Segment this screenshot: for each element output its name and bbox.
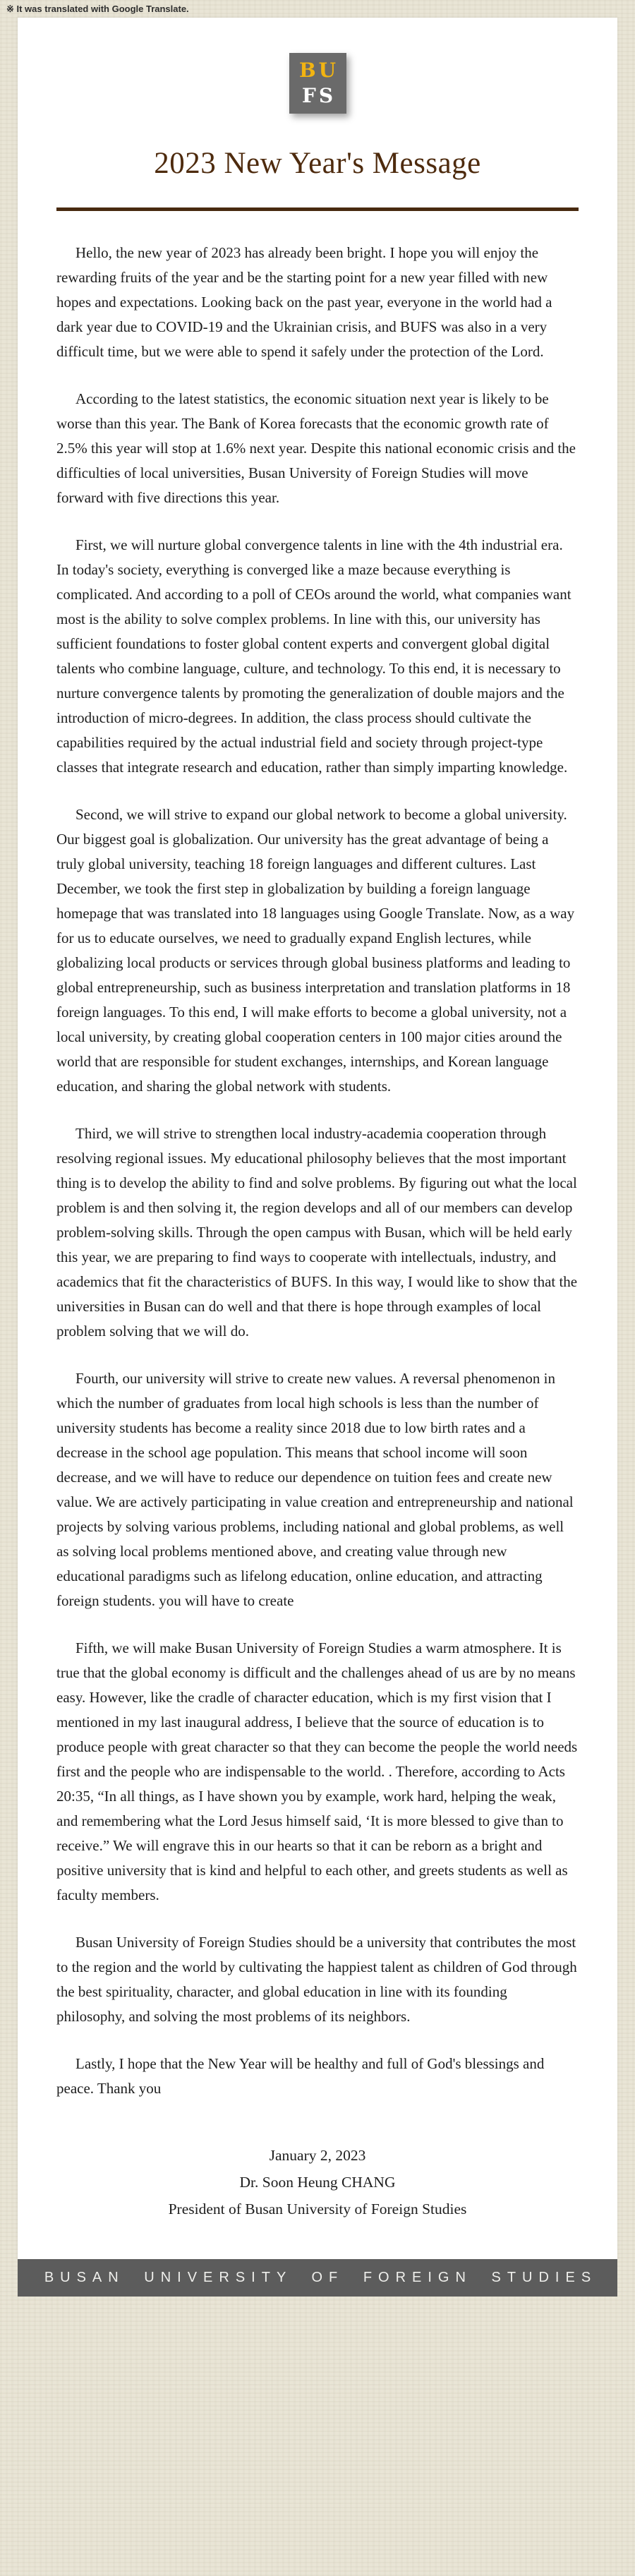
bottom-spacer [0,2297,635,2313]
signature-role: President of Busan University of Foreign Studies [168,2201,467,2217]
bufs-logo [289,53,346,114]
message-paragraph: Busan University of Foreign Studies should be a university that contributes the most to the region and the world by cultivating the happiest talent as children of God through the best spirituality, character, and global education in line with its founding philosophy, and solving the most problems of its neighbors. [56,1934,577,2025]
message-paragraph: Hello, the new year of 2023 has already been bright. I hope you will enjoy the rewarding fruits of the year and be the starting point for a new year filled with new hopes and expectations. Looking back on the past year, everyone in the world had a dark year due to COVID-19 and the Ukrainian crisis, and BUFS was also in a very difficult time, but we were able to spend it safely under the protection of the Lord. [56,244,552,360]
translate-note: ※ It was translated with Google Translate. [6,4,189,14]
signature-name: Dr. Soon Heung CHANG [239,2174,396,2191]
page-title: 2023 New Year's Message [154,147,481,180]
footer-band [18,2259,617,2297]
message-card [18,18,617,2259]
logo-text-bottom: FS [301,84,337,107]
signature-block [56,2142,579,2259]
message-paragraph: First, we will nurture global convergence talents in line with the 4th industrial era. In today's society, everything is converged like a maze because everything is complicated. And according to a poll of CEOs around the world, what companies want most is the ability to solve complex problems. In line with this, our university has sufficient foundations to foster global content experts and convergent global digital talents who combine language, culture, and technology. To this end, it is necessary to nurture convergence talents by promoting the generalization of double majors and the introduction of micro-degrees. In addition, the class process should cultivate the capabilities required by the actual industrial field and society through project-type classes that integrate research and education, rather than simply imparting knowledge. [56,536,572,776]
signature-date: January 2, 2023 [269,2147,366,2164]
message-paragraph: According to the latest statistics, the economic situation next year is likely to be worse than this year. The Bank of Korea forecasts that the economic growth rate of 2.5% this year will stop at 1.6% next year. Despite this national economic crisis and the difficulties of local universities, Busan University of Foreign Studies will move forward with five directions this year. [56,390,576,506]
message-body [56,241,579,2101]
message-paragraph: Lastly, I hope that the New Year will be healthy and full of God's blessings and peace. Thank you [56,2055,545,2097]
message-paragraph: Fourth, our university will strive to create new values. A reversal phenomenon in which the number of graduates from local high schools is less than the number of university students has become a reality since 2018 due to low birth rates and a decrease in the school age population. This means that school income will soon decrease, and we will have to reduce our dependence on tuition fees and create new value. We are actively participating in value creation and entrepreneurship and national projects by solving various problems, including national and global problems, as well as solving local problems mentioned above, and creating value through new educational paradigms such as lifelong education, online education, and attracting foreign students. you will have to create [56,1370,574,1609]
footer-university-name: BUSAN UNIVERSITY OF FOREIGN STUDIES [44,2270,598,2285]
logo-text-top: BU [298,59,339,82]
title-divider [56,207,579,211]
message-paragraph: Third, we will strive to strengthen local industry-academia cooperation through resolving regional issues. My educational philosophy believes that the most important thing is to develop the ability to find and solve problems. By figuring out what the local problem is and then solving it, the region develops and all of our members can develop problem-solving skills. Through the open campus with Busan, which will be held early this year, we are preparing to find ways to cooperate with intellectuals, industry, and academics that fit the characteristics of BUFS. In this way, I would like to show that the universities in Busan can do well and that there is hope through examples of local problem solving that we will do. [56,1125,578,1340]
message-paragraph: Second, we will strive to expand our global network to become a global university. Our biggest goal is globalization. Our university has the great advantage of being a truly global university, teaching 18 foreign languages and different cultures. Last December, we took the first step in globalization by building a foreign language homepage that was translated into 18 languages using Google Translate. Now, as a way for us to educate ourselves, we need to gradually expand English lectures, while globalizing local products or services through global business platforms and leading to global entrepreneurship, such as business interpretation and translation platforms in 18 foreign languages. To this end, I will make efforts to become a global university, not a local university, by creating global cooperation centers in 100 major cities around the world that are responsible for student exchanges, internships, and Korean language education, and sharing the global network with students. [56,806,575,1095]
message-paragraph: Fifth, we will make Busan University of Foreign Studies a warm atmosphere. It is true that the global economy is difficult and the challenges ahead of us are by no means easy. However, like the cradle of character education, which is my first vision that I mentioned in my last inaugural address, I believe that the source of education is to produce people with great character so that they can become the people the world needs first and the people who are indispensable to the world. . Therefore, according to Acts 20:35, “In all things, as I have shown you by example, work hard, helping the weak, and remembering what the Lord Jesus himself said, ‘It is more blessed to give than to receive.” We will engrave this in our hearts so that it can be reborn as a bright and positive university that is kind and helpful to each other, and greets students as well as faculty members. [56,1639,578,1903]
